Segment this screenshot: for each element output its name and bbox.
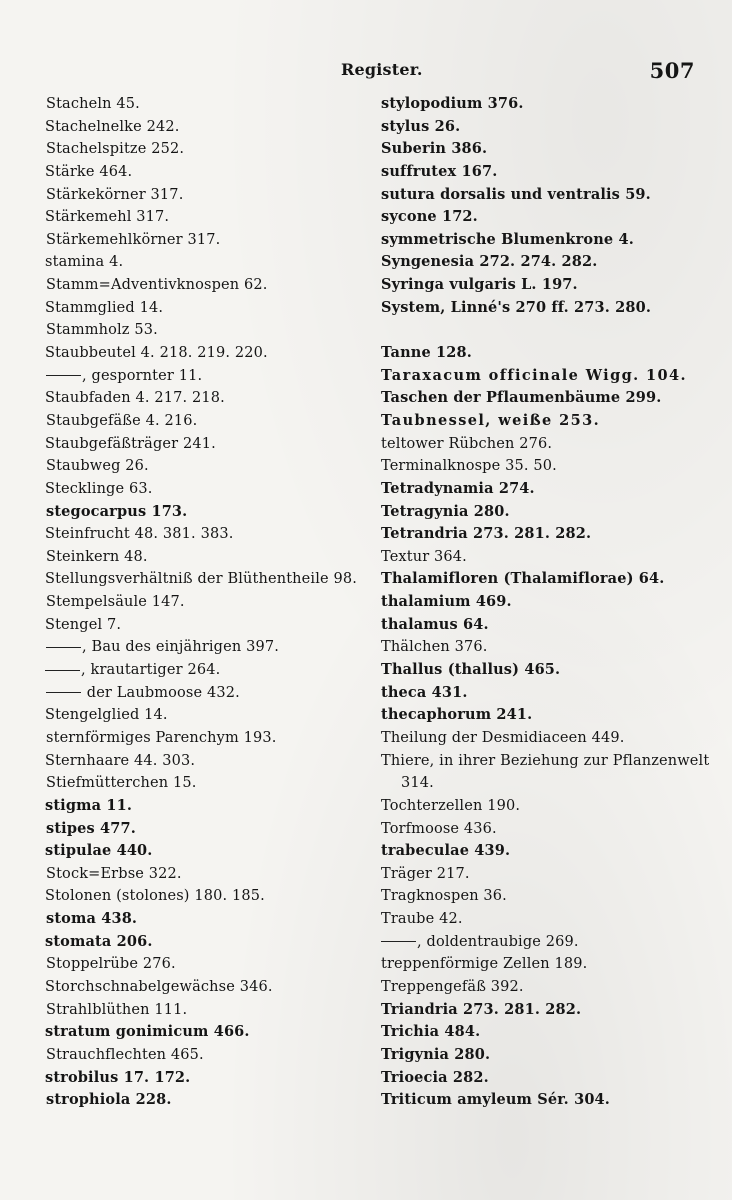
running-head: Register.: [341, 60, 423, 79]
index-entry: thalamus 64.: [381, 615, 489, 633]
index-entry: Staubgefäße 4. 216.: [46, 412, 198, 429]
index-entry: Trichia 484.: [381, 1023, 481, 1041]
index-entry: Stacheln 45.: [46, 96, 140, 112]
subentry-text: , Bau des einjährigen 397.: [82, 639, 279, 656]
index-entry: stipes 477.: [46, 819, 136, 837]
index-entry: Tochterzellen 190.: [381, 797, 521, 814]
index-entry: Staubweg 26.: [46, 458, 149, 475]
index-entry: System, Linné's 270 ff. 273. 280.: [381, 298, 652, 316]
index-entry: teltower Rübchen 276.: [381, 435, 553, 452]
index-entry: Syringa vulgaris L. 197.: [381, 276, 578, 294]
index-entry: Traube 42.: [381, 911, 463, 928]
index-entry: Taraxacum officinale Wigg. 104.: [381, 366, 687, 384]
index-entry: Torfmoose 436.: [381, 820, 497, 837]
index-entry: Taubnessel, weiße 253.: [381, 411, 601, 429]
index-entry: Suberin 386.: [381, 140, 488, 158]
index-entry: Tetradynamia 274.: [381, 479, 535, 497]
subentry-text: , krautartiger 264.: [81, 662, 221, 679]
index-entry: Stengel 7.: [45, 616, 122, 633]
index-entry: Strauchflechten 465.: [46, 1046, 204, 1063]
index-entry: Stärkekörner 317.: [46, 186, 184, 203]
index-entry: strophiola 228.: [46, 1091, 172, 1109]
subentry-text: , gespornter 11.: [82, 367, 203, 384]
index-entry: Stempelsäule 147.: [46, 594, 185, 611]
index-entry: Staubfaden 4. 217. 218.: [45, 390, 225, 407]
index-entry: Stoppelrübe 276.: [46, 956, 176, 973]
index-entry: Thalamifloren (Thalamiflorae) 64.: [381, 570, 665, 588]
index-entry: Theilung der Desmidiaceen 449.: [381, 729, 625, 746]
index-entry: Terminalknospe 35. 50.: [381, 458, 557, 475]
index-entry: sternförmiges Parenchym 193.: [46, 729, 277, 746]
index-entry: stipulae 440.: [45, 842, 153, 860]
dash-rule: [46, 647, 81, 648]
index-entry: Steinkern 48.: [46, 548, 148, 565]
index-entry: Stammglied 14.: [45, 299, 164, 316]
subentry-text: der Laubmoose 432.: [86, 684, 240, 701]
subentry-text: , doldentraubige 269.: [417, 933, 579, 950]
index-entry: thalamium 469.: [381, 593, 512, 611]
index-entry: Tetragynia 280.: [381, 502, 510, 520]
index-entry: treppenförmige Zellen 189.: [381, 956, 588, 973]
index-entry: Stärke 464.: [45, 163, 133, 180]
index-entry: Steinfrucht 48. 381. 383.: [45, 526, 234, 543]
index-entry: Stachelnelke 242.: [45, 118, 180, 135]
index-entry: Strahlblüthen 111.: [46, 1001, 188, 1018]
index-entry: stylopodium 376.: [381, 95, 524, 112]
index-entry: symmetrische Blumenkrone 4.: [381, 230, 634, 248]
index-entry: Sternhaare 44. 303.: [45, 752, 196, 769]
subentry: [45, 659, 385, 682]
index-entry: Syngenesia 272. 274. 282.: [381, 253, 598, 271]
index-entry: Stachelspitze 252.: [46, 141, 185, 158]
index-entry: Stock=Erbse 322.: [46, 865, 182, 882]
index-entry: Stärkemehlkörner 317.: [46, 231, 221, 248]
index-entry: Textur 364.: [381, 548, 467, 565]
index-entry: Thallus (thallus) 465.: [381, 661, 561, 679]
subentry: [46, 682, 386, 705]
section-gap: [381, 319, 716, 342]
dash-rule: [381, 941, 416, 942]
index-entry: Stamm=Adventivknospen 62.: [46, 277, 268, 294]
index-entry: stylus 26.: [381, 117, 461, 135]
index-entry: Stiefmütterchen 15.: [46, 775, 197, 792]
index-entry: theca 431.: [381, 683, 468, 701]
page-header: [0, 58, 732, 86]
index-entry: sycone 172.: [381, 208, 478, 226]
dash-rule: [45, 670, 80, 671]
index-entry: Tragknospen 36.: [381, 888, 507, 905]
index-entry-continuation: 314.: [401, 775, 434, 792]
index-entry: stomata 206.: [45, 932, 153, 950]
index-entry: Träger 217.: [381, 865, 470, 882]
dash-rule: [46, 692, 81, 693]
index-entry: trabeculae 439.: [381, 842, 511, 860]
index-entry: Thälchen 376.: [381, 639, 488, 656]
index-entry: Treppengefäß 392.: [381, 978, 524, 995]
dash-rule: [46, 375, 81, 376]
index-entry: Stengelglied 14.: [45, 707, 168, 724]
index-entry: Trigynia 280.: [381, 1045, 491, 1063]
index-entry: sutura dorsalis und ventralis 59.: [381, 185, 651, 203]
index-entry: stoma 438.: [46, 910, 138, 928]
index-entry: Tanne 128.: [381, 344, 472, 362]
index-entry: stamina 4.: [45, 254, 124, 271]
index-entry: stigma 11.: [45, 796, 133, 814]
index-entry: Stecklinge 63.: [45, 480, 153, 497]
index-entry: Stellungsverhältniß der Blüthentheile 98.: [45, 571, 357, 588]
page-number: 507: [649, 58, 695, 83]
index-entry: thecaphorum 241.: [381, 706, 533, 724]
left-index-column: [45, 93, 385, 1112]
index-entry: Triandria 273. 281. 282.: [381, 1000, 582, 1018]
index-entry: Stärkemehl 317.: [45, 209, 170, 226]
index-entry: Staubgefäßträger 241.: [45, 435, 216, 452]
index-entry: Tetrandria 273. 281. 282.: [381, 525, 592, 543]
right-index-column: [381, 93, 716, 1112]
index-entry: Stammholz 53.: [46, 322, 158, 339]
index-entry: Stolonen (stolones) 180. 185.: [45, 888, 265, 905]
index-entry: stegocarpus 173.: [46, 502, 188, 520]
index-entry: stratum gonimicum 466.: [45, 1023, 250, 1041]
index-entry: Taschen der Pflaumenbäume 299.: [381, 389, 662, 407]
subentry: [46, 636, 386, 659]
index-entry: Trioecia 282.: [381, 1068, 489, 1086]
subentry: [46, 365, 386, 388]
subentry: [381, 931, 716, 954]
index-entry: Storchschnabelgewächse 346.: [45, 978, 273, 995]
index-entry: suffrutex 167.: [381, 162, 498, 180]
index-entry: Triticum amyleum Sér. 304.: [381, 1091, 610, 1109]
index-entry: Thiere, in ihrer Beziehung zur Pflanzenwelt: [381, 752, 710, 769]
index-entry: strobilus 17. 172.: [45, 1068, 191, 1086]
index-entry: Staubbeutel 4. 218. 219. 220.: [45, 345, 268, 362]
